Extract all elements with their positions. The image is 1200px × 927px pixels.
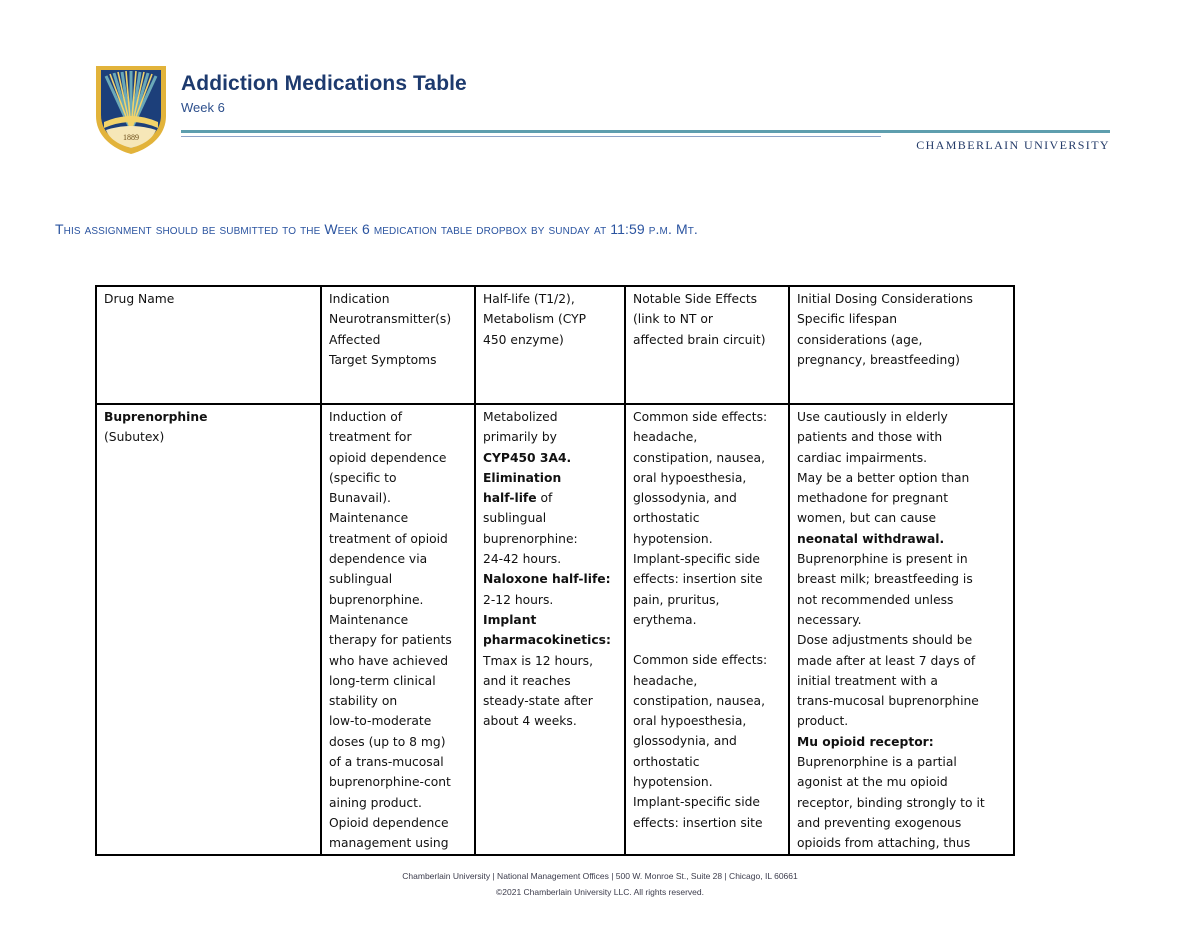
cell-indication: Induction of treatment for opioid dependence (specific to Bunavail). Maintenance treatment of opioid dependence via sublingual buprenorphine. Maintenance therapy for patients who have achieved long-term clinical stability on low-to-moderate doses (up to 8 mg) of a trans-mucosal buprenorphine-cont aining product. Opioid dependence management using — [321, 404, 475, 855]
table-row — [96, 404, 1014, 855]
medications-table — [95, 285, 1015, 856]
header-drug-name: Drug Name — [96, 286, 321, 404]
document-subtitle: Week 6 — [181, 100, 225, 115]
header-rule — [181, 130, 1110, 133]
cell-side-effects: Common side effects: headache, constipation, nausea, oral hypoesthesia, glossodynia, and orthostatic hypotension. Implant-specific side effects: insertion site pain, pruritus, erythema. Common side effects: headache, constipation, nausea, oral hypoesthesia, glossodynia, and orthostatic hypotension. Implant-specific side effects: insertion site — [625, 404, 789, 855]
university-wordmark: CHAMBERLAIN UNIVERSITY — [916, 138, 1110, 152]
drug-name: Buprenorphine — [104, 410, 208, 424]
document-title: Addiction Medications Table — [181, 72, 467, 95]
cell-drug-name — [96, 404, 321, 855]
university-crest-logo — [94, 64, 168, 156]
header-rule-thin — [181, 136, 881, 137]
cell-dosing: Use cautiously in elderly patients and those with cardiac impairments. May be a better option than methadone for pregnant women, but can cause neonatal withdrawal. Buprenorphine is present in breast milk; breastfeeding is not recommended unless necessary. Dose adjustments should be made after at least 7 days of initial treatment with a trans-mucosal buprenorphine product. Mu opioid receptor: Buprenorphine is a partial agonist at the mu opioid receptor, binding strongly to it and preventing exogenous opioids from attaching, thus — [789, 404, 1014, 855]
submission-notice: This assignment should be submitted to the Week 6 medication table dropbox by sunday at 11:59 p.m. Mt. — [55, 221, 698, 237]
cell-half-life: Metabolized primarily by CYP450 3A4. Elimination half-life of sublingual buprenorphine: 24-42 hours. Naloxone half-life: 2-12 hours. Implant pharmacokinetics: Tmax is 12 hours, and it reaches steady-state after about 4 weeks. — [475, 404, 625, 855]
footer-copyright: ©2021 Chamberlain University LLC. All rights reserved. — [496, 887, 704, 897]
crest-year: 1889 — [123, 133, 139, 142]
header-side-effects: Notable Side Effects (link to NT or affected brain circuit) — [625, 286, 789, 404]
table-header-row — [96, 286, 1014, 404]
drug-brand: (Subutex) — [104, 430, 165, 445]
header-indication: Indication Neurotransmitter(s) Affected Target Symptoms — [321, 286, 475, 404]
footer-address: Chamberlain University | National Management Offices | 500 W. Monroe St., Suite 28 | Chicago, IL 60661 — [402, 871, 798, 881]
header-dosing: Initial Dosing Considerations Specific lifespan considerations (age, pregnancy, breastfeeding) — [789, 286, 1014, 404]
header-half-life: Half-life (T1/2), Metabolism (CYP 450 enzyme) — [475, 286, 625, 404]
